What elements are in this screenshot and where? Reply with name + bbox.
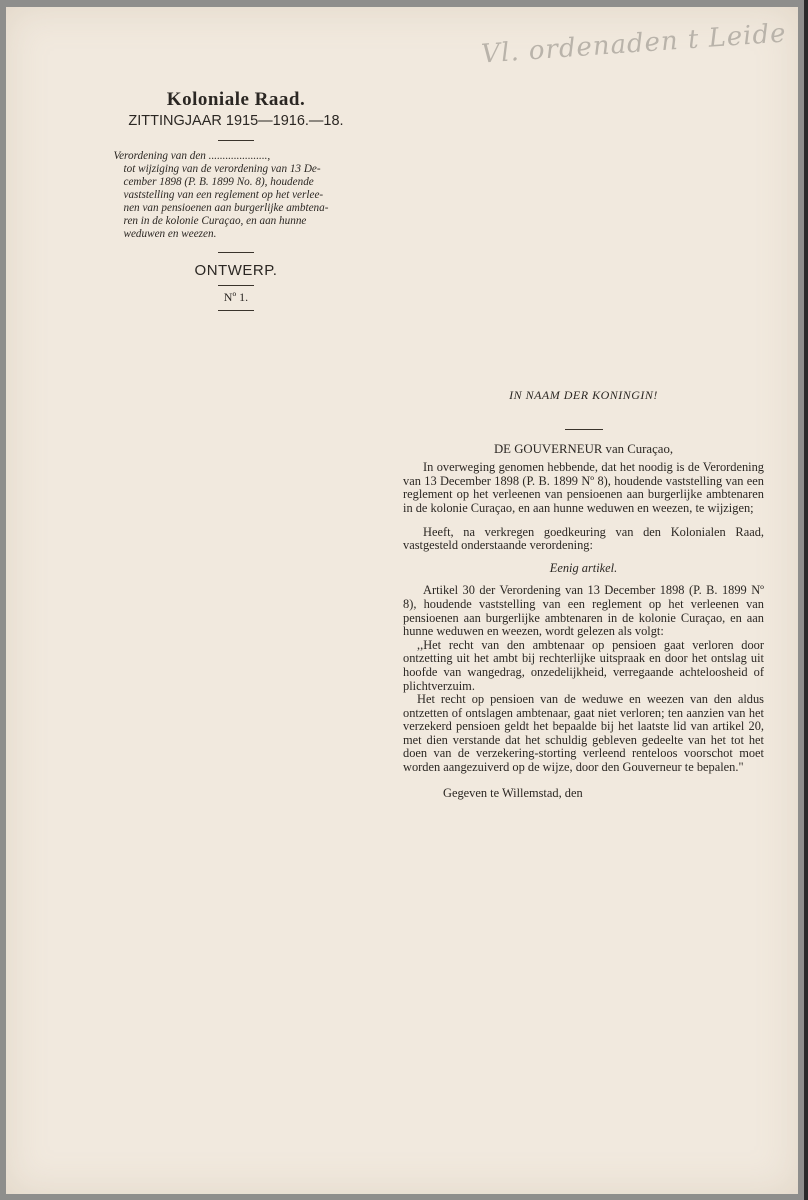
session-year: ZITTINGJAAR 1915—1916.—18.: [128, 113, 344, 129]
draft-label: ONTWERP.: [194, 262, 278, 279]
article-heading: Eenig artikel.: [549, 560, 618, 575]
invocation: IN NAAM DER KONINGIN!: [509, 388, 658, 402]
divider: [565, 429, 603, 430]
council-title: Koloniale Raad.: [166, 89, 306, 110]
divider: [218, 285, 254, 286]
quoted-paragraph: Het recht op pensioen van de weduwe en weezen van den aldus ontzetten of ontslagen ambtenaar, gaat niet verloren; ten aanzien van het verzekerd pensioen geldt het bepaalde bij het laatste lid van artikel 20, met dien verstande dat het schuldig gebleven gedeelte van het tot het doen van de verzekering-storting verleend renteloos voorschot moet worden aangezuiverd op de wijze, door den Gouverneur te bepalen.": [403, 692, 764, 775]
subject-line: Verordening van den .....................,: [113, 150, 271, 162]
subject-line: cember 1898 (P. B. 1899 No. 8), houdende: [123, 176, 314, 188]
signature-line: Gegeven te Willemstad, den: [443, 785, 583, 800]
scan-edge: [804, 0, 808, 1200]
subject-line: nen van pensioenen aan burgerlijke ambtena-: [123, 202, 329, 214]
divider: [218, 140, 254, 141]
preamble-paragraph: In overweging genomen hebbende, dat het noodig is de Verordening van 13 December 1898 (P. B. 1899 Nº 8), houdende vaststelling van een reglement op het verleenen van pensioenen aan burgerlijke ambtenaren in de kolonie Curaçao, en aan hunne weduwen en weezen, te wijzigen;: [403, 460, 764, 515]
article-paragraph: Artikel 30 der Verordening van 13 December 1898 (P. B. 1899 Nº 8), houdende vaststelling van een reglement op het verleenen van pensioenen aan burgerlijke ambtenaren in de kolonie Curaçao, en aan hunne weduwen en weezen, wordt gelezen als volgt:: [403, 583, 764, 639]
document-header: [106, 89, 366, 311]
quoted-paragraph: ,,Het recht van den ambtenaar op pensioen gaat verloren door ontzetting uit het ambt bij rechterlijke uitspraak en door het ontslag uit hoofde van wangedrag, onzedelijkheid, verregaande achteloosheid of plichtverzuim.: [403, 637, 764, 693]
ordinance-body: [403, 389, 764, 800]
divider: [218, 252, 254, 253]
subject-line: tot wijziging van de verordening van 13 De-: [123, 163, 321, 175]
subject-line: weduwen en weezen.: [123, 228, 217, 240]
subject-line: ren in de kolonie Curaçao, en aan hunne: [123, 215, 307, 227]
handwritten-note: Vl. ordenaden t Leide: [480, 18, 788, 70]
enactment-paragraph: Heeft, na verkregen goedkeuring van den Kolonialen Raad, vastgesteld onderstaande verordening:: [403, 524, 764, 553]
ordinance-subject: [114, 150, 359, 241]
divider: [218, 310, 254, 311]
document-page: [6, 7, 798, 1194]
subject-line: vaststelling van een reglement op het verlee-: [123, 189, 324, 201]
governor-heading: DE GOUVERNEUR van Curaçao,: [493, 441, 674, 456]
draft-number: Nº 1.: [223, 290, 249, 304]
